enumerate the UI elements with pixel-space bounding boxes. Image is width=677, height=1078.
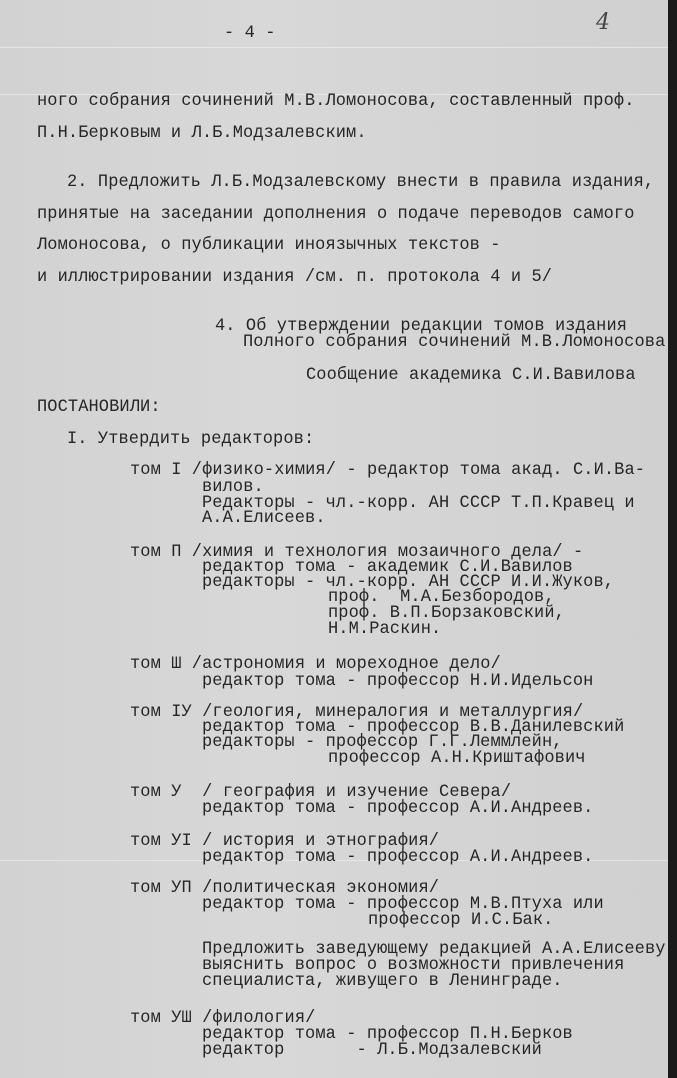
volume-line: том I /физико-химия/ - редактор тома акад. С.И.Ва- [130,460,646,481]
fold-line [0,47,668,48]
volume-line: редактор - Л.Б.Модзалевский [202,1040,542,1061]
text-line: П.Н.Берковым и Л.Б.Модзалевским. [37,123,367,144]
item-title: Полного собрания сочинений М.В.Ломоносова [243,332,666,353]
volume-line: проф. М.А.Безбородов, [328,587,555,608]
scan-edge [668,0,677,1078]
point-heading: I. Утвердить редакторов: [67,429,315,450]
note-line: Предложить заведующему редакцией А.А.Елисееву [202,939,666,960]
note-line: специалиста, живущего в Ленинграде. [202,971,563,992]
text-line: принятые на заседании дополнения о подаче переводов самого [37,204,635,225]
volume-line: редактор тома - профессор П.Н.Берков [202,1024,573,1045]
text-line: Ломоносова, о публикации иноязычных текстов - [37,235,501,256]
volume-line: редактор тома - профессор А.И.Андреев. [202,847,594,868]
text-line: ного собрания сочинений М.В.Ломоносова, составленный проф. [37,91,635,112]
volume-line: Редакторы - чл.-корр. АН СССР Т.П.Кравец и [202,493,635,514]
volume-line: редактор тома - профессор А.И.Андреев. [202,798,594,819]
volume-line: редакторы - чл.-корр. АН СССР И.И.Жуков, [202,572,615,593]
resolved-heading: ПОСТАНОВИЛИ: [37,397,161,418]
volume-line: Н.М.Раскин. [328,619,442,640]
volume-line: том УШ /филология/ [130,1008,316,1029]
volume-line: том УП /политическая экономия/ [130,878,440,899]
volume-line: А.А.Елисеев. [202,508,326,529]
volume-line: редактор тома - профессор В.В.Данилевский [202,717,625,738]
volume-line: том У / география и изучение Севера/ [130,782,512,803]
handwritten-page-number: 4 [596,10,610,35]
volume-line: том УI / история и этнография/ [130,831,440,852]
volume-line: том П /химия и технология мозаичного дела/ - [130,542,584,563]
text-line: 2. Предложить Л.Б.Модзалевскому внести в правила издания, [67,172,655,193]
volume-line: том IУ /геология, минералогия и металлургия/ [130,702,584,723]
note-line: выяснить вопрос о возможности привлечения [202,955,625,976]
volume-line: профессор И.С.Бак. [368,910,554,931]
volume-line: редактор тома - профессор М.В.Птуха или [202,894,604,915]
text-line: и иллюстрировании издания /см. п. протокола 4 и 5/ [37,267,553,288]
volume-line: редактор тома - профессор Н.И.Идельсон [202,671,594,692]
volume-line: редактор тома - академик С.И.Вавилов [202,557,573,578]
volume-line: том Ш /астрономия и мореходное дело/ [130,654,501,675]
volume-line: профессор А.Н.Криштафович [328,748,586,769]
page-number: - 4 - [224,23,276,44]
volume-line: вилов. [202,477,264,498]
item-title: 4. Об утверждении редакции томов издания [215,316,628,337]
report-line: Сообщение академика С.И.Вавилова [306,365,636,386]
volume-line: проф. В.П.Борзаковский, [328,603,565,624]
volume-line: редакторы - профессор Г.Г.Леммлейн, [202,732,563,753]
